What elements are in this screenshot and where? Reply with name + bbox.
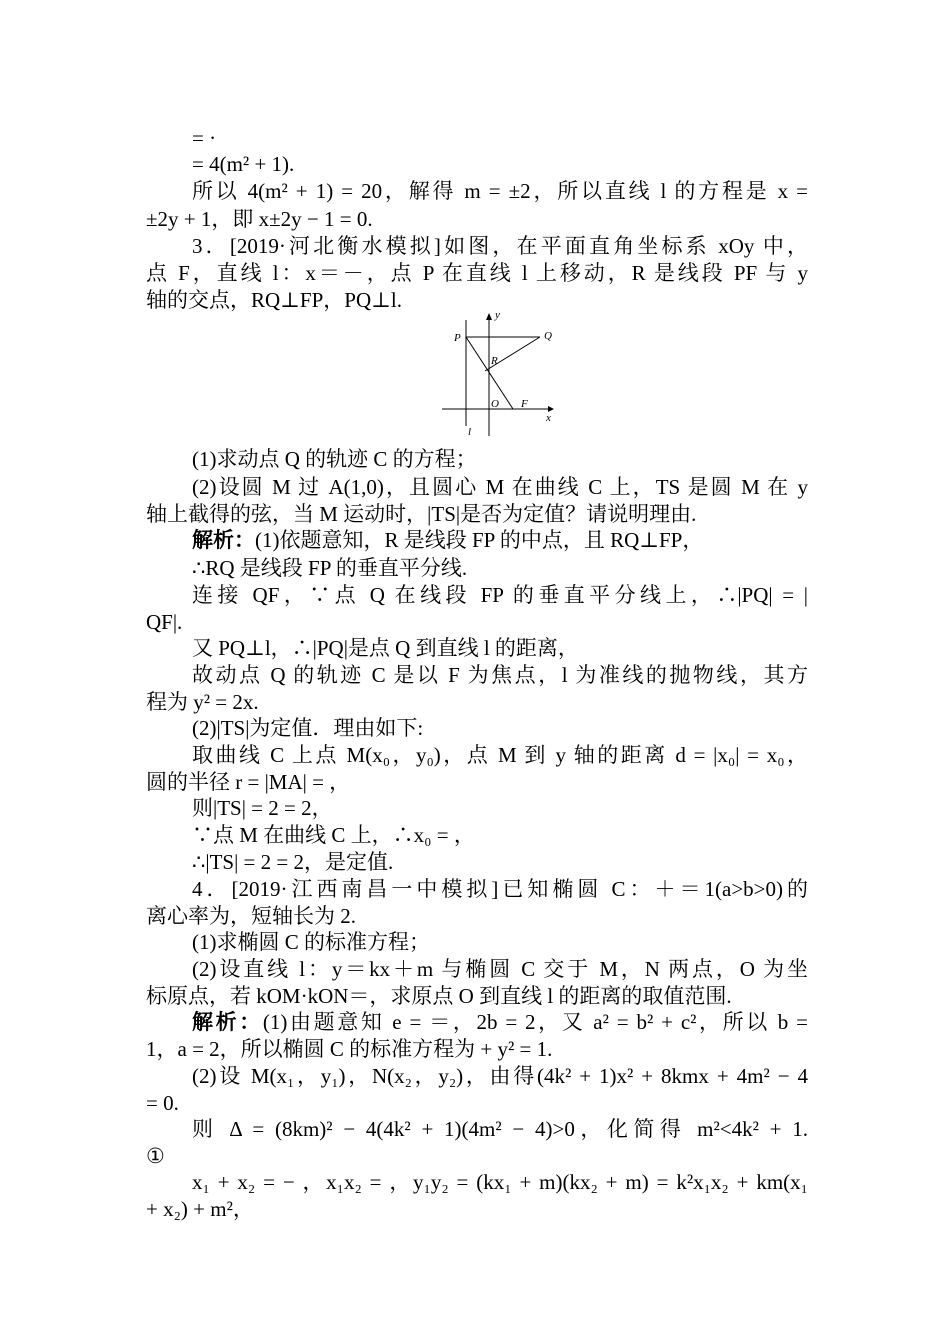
- problem-3-title: 3．[2019·河北衡水模拟]如图，在平面直角坐标系 xOy 中，: [192, 234, 808, 258]
- label-Q: Q: [544, 330, 552, 342]
- text-line: 轴的交点，RQ⊥FP，PQ⊥l.: [146, 288, 402, 312]
- label-O: O: [491, 398, 499, 410]
- text-line: 标原点，若 kOM·kON＝，求原点 O 到直线 l 的距离的取值范围.: [146, 984, 732, 1008]
- text-line: 点 F，直线 l：x＝－，点 P 在直线 l 上移动，R 是线段 PF 与 y: [146, 261, 808, 285]
- solution-line: 解析：(1)依题意知，R 是线段 FP 的中点，且 RQ⊥FP，: [192, 528, 704, 552]
- y-axis-arrow: [486, 313, 492, 320]
- text-line: = 0.: [146, 1091, 179, 1115]
- text-line: (2)设圆 M 过 A(1,0)，且圆心 M 在曲线 C 上，TS 是圆 M 在 y: [192, 475, 808, 499]
- text-line: 圆的半径 r = |MA| = ，: [146, 770, 351, 794]
- solution-label: 解析：: [192, 1010, 263, 1034]
- text-line: 连接 QF，∵点 Q 在线段 FP 的垂直平分线上，∴|PQ| = |: [192, 583, 808, 607]
- text-line: ±2y + 1，即 x±2y − 1 = 0.: [146, 207, 373, 231]
- text-line: 程为 y² = 2x.: [146, 690, 259, 714]
- text-line: ∵点 M 在曲线 C 上，∴x₀ = ，: [192, 823, 475, 847]
- text-line: 则 Δ = (8km)² − 4(4k² + 1)(4m² − 4)>0，化简得 m²<4k² + 1.: [192, 1117, 808, 1141]
- text-line: + x₂) + m²，: [146, 1197, 254, 1221]
- label-P: P: [454, 332, 461, 344]
- text-line: (2)|TS|为定值．理由如下:: [192, 716, 424, 740]
- problem-4-title: 4．[2019·江西南昌一中模拟]已知椭圆 C：＋＝1(a>b>0)的: [192, 877, 808, 901]
- solution-line: 解析：(1)由题意知 e = ＝，2b = 2，又 a² = b² + c²，所以 b =: [192, 1010, 808, 1034]
- text-line: (1)求动点 Q 的轨迹 C 的方程；: [192, 447, 477, 471]
- text-line: 所以 4(m² + 1) = 20，解得 m = ±2，所以直线 l 的方程是 x =: [192, 179, 808, 203]
- solution-label: 解析：: [192, 528, 255, 552]
- text-line: = 4(m² + 1).: [192, 152, 295, 176]
- text-line: = ·: [192, 126, 217, 150]
- text-line: ①: [146, 1144, 165, 1168]
- text-line: 轴上截得的弦，当 M 运动时，|TS|是否为定值？请说明理由.: [146, 502, 697, 526]
- label-l: l: [468, 426, 472, 438]
- text-line: x₁ + x₂ = − ，x₁x₂ = ，y₁y₂ = (kx₁ + m)(kx₂ + m) = k²x₁x₂ + km(x₁: [192, 1170, 808, 1194]
- text-line: 故动点 Q 的轨迹 C 是以 F 为焦点，l 为准线的抛物线，其方: [192, 663, 808, 687]
- label-F: F: [521, 398, 528, 410]
- text-line: 则|TS| = 2 = 2，: [192, 796, 333, 820]
- text-line: (2)设直线 l：y＝kx＋m 与椭圆 C 交于 M，N 两点，O 为坐: [192, 957, 808, 981]
- text-line: ∴|TS| = 2 = 2，是定值.: [192, 850, 394, 874]
- label-R: R: [491, 355, 498, 367]
- text-line: ∴RQ 是线段 FP 的垂直平分线.: [192, 556, 468, 580]
- coordinate-figure: [438, 308, 558, 440]
- text-line: (2)设 M(x₁，y₁)，N(x₂，y₂)，由得(4k² + 1)x² + 8kmx + 4m² − 4: [192, 1064, 808, 1088]
- label-y: y: [495, 309, 500, 321]
- label-x: x: [546, 412, 551, 424]
- text-line: 1，a = 2，所以椭圆 C 的标准方程为 + y² = 1.: [146, 1037, 553, 1061]
- text-line: 取曲线 C 上点 M(x₀，y₀)，点 M 到 y 轴的距离 d = |x₀| = x₀，: [192, 743, 808, 767]
- text-line: 又 PQ⊥l，∴|PQ|是点 Q 到直线 l 的距离，: [192, 636, 579, 660]
- text-line: 离心率为，短轴长为 2.: [146, 904, 356, 928]
- text-line: QF|.: [146, 610, 183, 634]
- text-line: (1)求椭圆 C 的标准方程；: [192, 930, 430, 954]
